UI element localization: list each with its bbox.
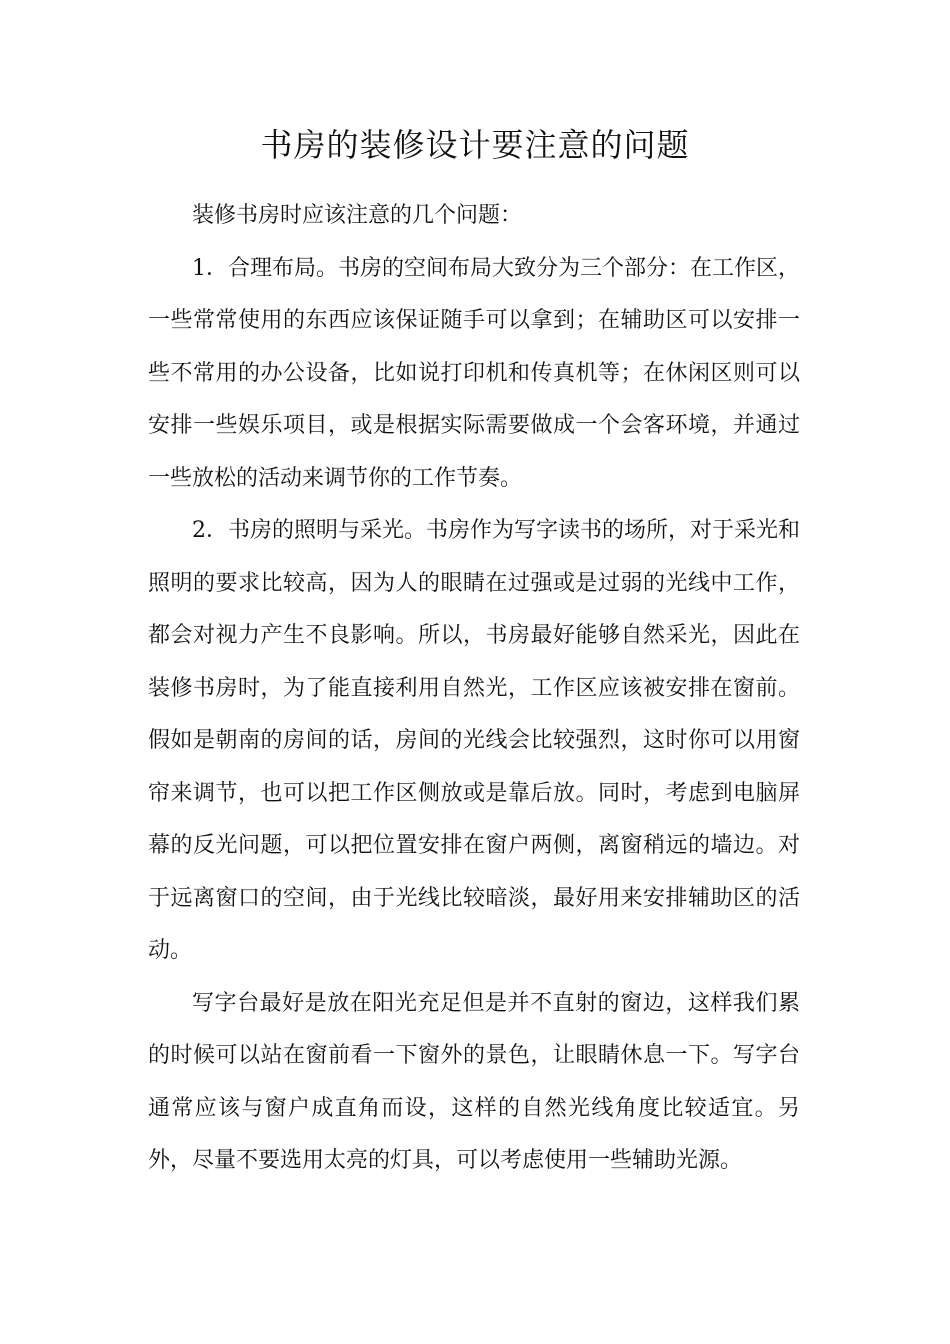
paragraph-layout: 1．合理布局。书房的空间布局大致分为三个部分：在工作区，一些常常使用的东西应该保证随手可以拿到；在辅助区可以安排一些不常用的办公设备，比如说打印机和传真机等；在休闲区则可以安排一些娱乐项目，或是根据实际需要做成一个会客环境，并通过一些放松的活动来调节你的工作节奏。 [148, 255, 800, 491]
document-title: 书房的装修设计要注意的问题 [260, 126, 690, 164]
paragraph-intro: 装修书房时应该注意的几个问题： [192, 203, 523, 228]
paragraph-lighting: 2．书房的照明与采光。书房作为写字读书的场所，对于采光和照明的要求比较高，因为人的眼睛在过强或是过弱的光线中工作，都会对视力产生不良影响。所以，书房最好能够自然采光，因此在装修书房时，为了能直接利用自然光，工作区应该被安排在窗前。假如是朝南的房间的话，房间的光线会比较强烈，这时你可以用窗帘来调节，也可以把工作区侧放或是靠后放。同时，考虑到电脑屏幕的反光问题，可以把位置安排在窗户两侧，离窗稍远的墙边。对于远离窗口的空间，由于光线比较暗淡，最好用来安排辅助区的活动。 [148, 518, 800, 963]
paragraph-desk: 写字台最好是放在阳光充足但是并不直射的窗边，这样我们累的时候可以站在窗前看一下窗外的景色，让眼睛休息一下。写字台通常应该与窗户成直角而设，这样的自然光线角度比较适宜。另外，尽量不要选用太亮的灯具，可以考虑使用一些辅助光源。 [148, 990, 800, 1173]
document-body [148, 190, 800, 1188]
